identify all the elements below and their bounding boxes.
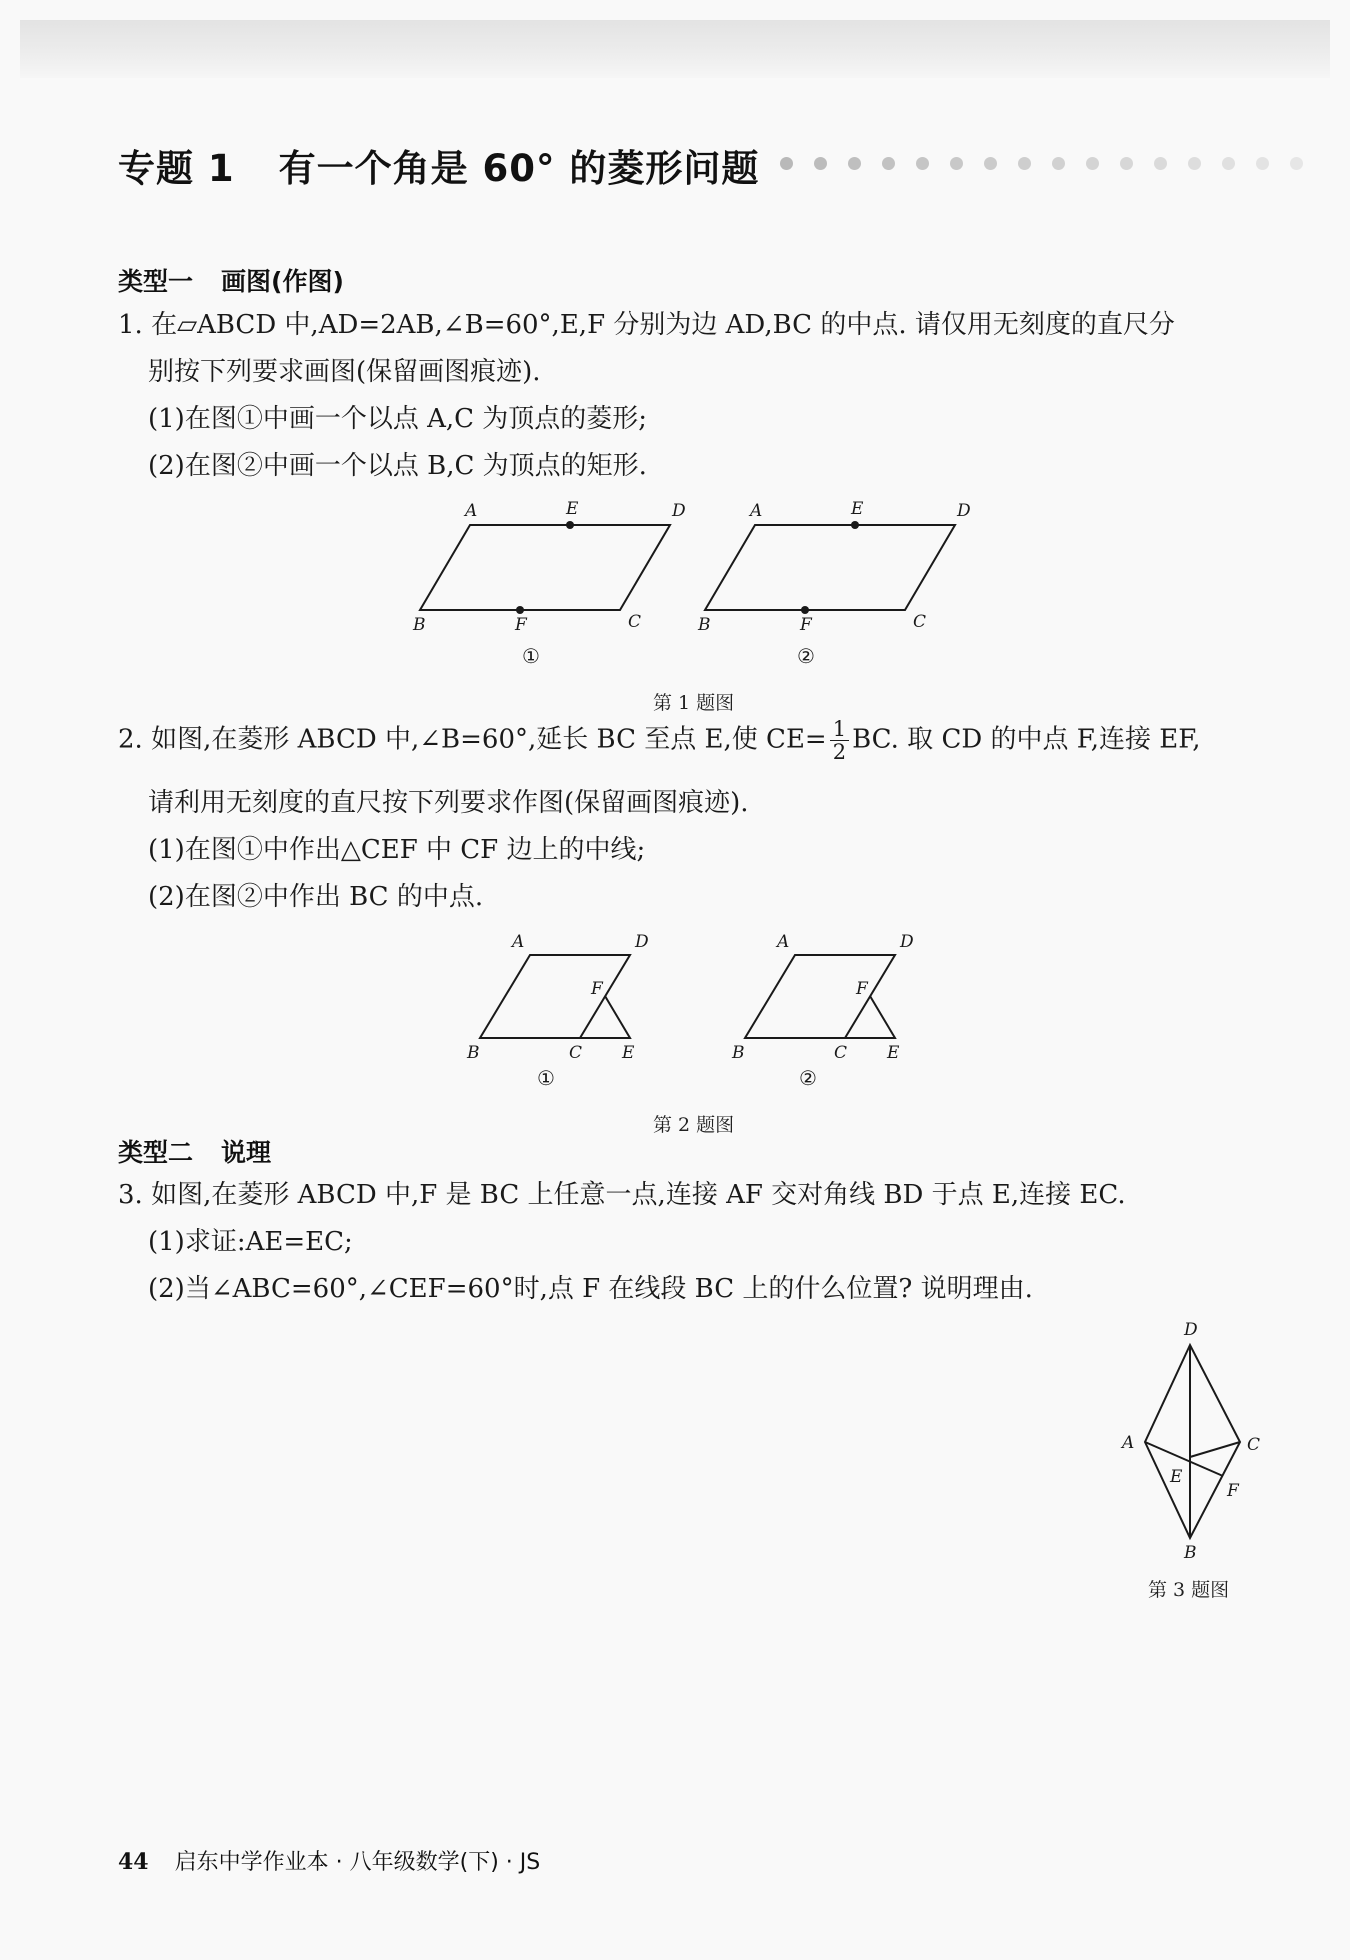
book-title: 启东中学作业本 · 八年级数学(下) · JS [174,1850,541,1875]
label-D: D [957,501,971,521]
page-footer [118,1845,540,1876]
section-1-name: 画图(作图) [221,267,344,296]
fraction-denominator: 2 [832,740,847,765]
problem-3-figure [1110,1320,1280,1563]
label-B: B [1184,1543,1197,1563]
label-D: D [1184,1320,1198,1340]
problem-3-part-1: (1)求证:AE=EC; [148,1227,353,1257]
problem-1-figure [400,495,1000,675]
problem-2-figure [450,925,950,1095]
decorative-dot [882,157,895,170]
label-F: F [1227,1481,1239,1501]
title-dot-leader [780,157,1330,171]
label-B: B [732,1043,745,1063]
label-E: E [887,1043,900,1063]
problem-2-text-after: BC. 取 CD 的中点 F,连接 EF, [852,724,1201,755]
decorative-dot [1222,157,1235,170]
decorative-dot [1188,157,1201,170]
label-E: E [622,1043,635,1063]
figure-2-panel-2 [731,932,914,1090]
label-B: B [698,615,711,635]
decorative-dot [950,157,963,170]
panel-2-marker: ② [799,1066,817,1090]
problem-2-caption: 第 2 题图 [653,1114,735,1136]
problem-3-part-2: (2)当∠ABC=60°,∠CEF=60°时,点 F 在线段 BC 上的什么位置? 说明理由. [148,1274,1033,1304]
decorative-dot [1290,157,1303,170]
label-B: B [413,615,426,635]
section-1-type: 类型一 [118,267,194,296]
problem-1-line-1: 1. 在▱ABCD 中,AD=2AB,∠B=60°,E,F 分别为边 AD,BC 的中点. 请仅用无刻度的直尺分 [118,310,1175,340]
title-number: 专题 1 [118,147,235,190]
decorative-dot [984,157,997,170]
label-D: D [635,932,649,952]
decorative-dot [780,157,793,170]
label-C: C [569,1043,583,1063]
problem-3-line-1: 3. 如图,在菱形 ABCD 中,F 是 BC 上任意一点,连接 AF 交对角线 BD 于点 E,连接 EC. [118,1180,1126,1210]
problem-1-caption: 第 1 题图 [653,692,735,714]
section-heading-2 [118,1133,271,1169]
problem-1-line-2: 别按下列要求画图(保留画图痕迹). [148,357,541,387]
decorative-dot [848,157,861,170]
label-C: C [913,612,927,632]
decorative-dot [814,157,827,170]
label-C: C [1247,1435,1261,1455]
problem-2-part-1: (1)在图①中作出△CEF 中 CF 边上的中线; [148,835,646,865]
decorative-dot [1154,157,1167,170]
panel-1-marker: ① [537,1066,555,1090]
label-D: D [900,932,914,952]
label-E: E [1170,1467,1183,1487]
label-A: A [777,932,790,952]
label-F: F [515,615,527,635]
section-2-type: 类型二 [118,1138,194,1167]
decorative-dot [1086,157,1099,170]
decorative-dot [1120,157,1133,170]
decorative-dot [1018,157,1031,170]
figure-2-panel-1 [466,932,649,1090]
problem-1-part-2: (2)在图②中画一个以点 B,C 为顶点的矩形. [148,451,647,481]
figure-1-panel-1 [412,499,686,668]
problem-2-line-2: 请利用无刻度的直尺按下列要求作图(保留画图痕迹). [148,788,749,818]
fraction-numerator: 1 [830,718,849,741]
decorative-dot [1256,157,1269,170]
label-C: C [834,1043,848,1063]
section-2-name: 说理 [221,1138,272,1167]
label-F: F [800,615,812,635]
problem-2-part-2: (2)在图②中作出 BC 的中点. [148,882,484,912]
problem-3-caption: 第 3 题图 [1148,1579,1230,1601]
label-E: E [566,499,579,519]
panel-1-marker: ① [522,644,540,668]
label-E: E [851,499,864,519]
label-B: B [467,1043,480,1063]
decorative-dot [916,157,929,170]
fraction-one-half [830,718,849,763]
label-A: A [1122,1433,1135,1453]
problem-1-part-1: (1)在图①中画一个以点 A,C 为顶点的菱形; [148,404,648,434]
figure-1-panel-2 [697,499,971,668]
label-F: F [856,979,868,999]
decorative-dot [1052,157,1065,170]
page-number: 44 [118,1849,149,1875]
label-F: F [591,979,603,999]
label-A: A [465,501,478,521]
label-D: D [672,501,686,521]
panel-2-marker: ② [797,644,815,668]
label-A: A [750,501,763,521]
problem-2-text-before: 2. 如图,在菱形 ABCD 中,∠B=60°,延长 BC 至点 E,使 CE= [118,724,827,755]
section-heading-1 [118,262,344,298]
problem-2-line-1 [118,718,1200,763]
label-A: A [512,932,525,952]
title-text: 有一个角是 60° 的菱形问题 [278,147,760,190]
header-band [20,20,1330,78]
page-title [118,138,759,192]
label-C: C [628,612,642,632]
